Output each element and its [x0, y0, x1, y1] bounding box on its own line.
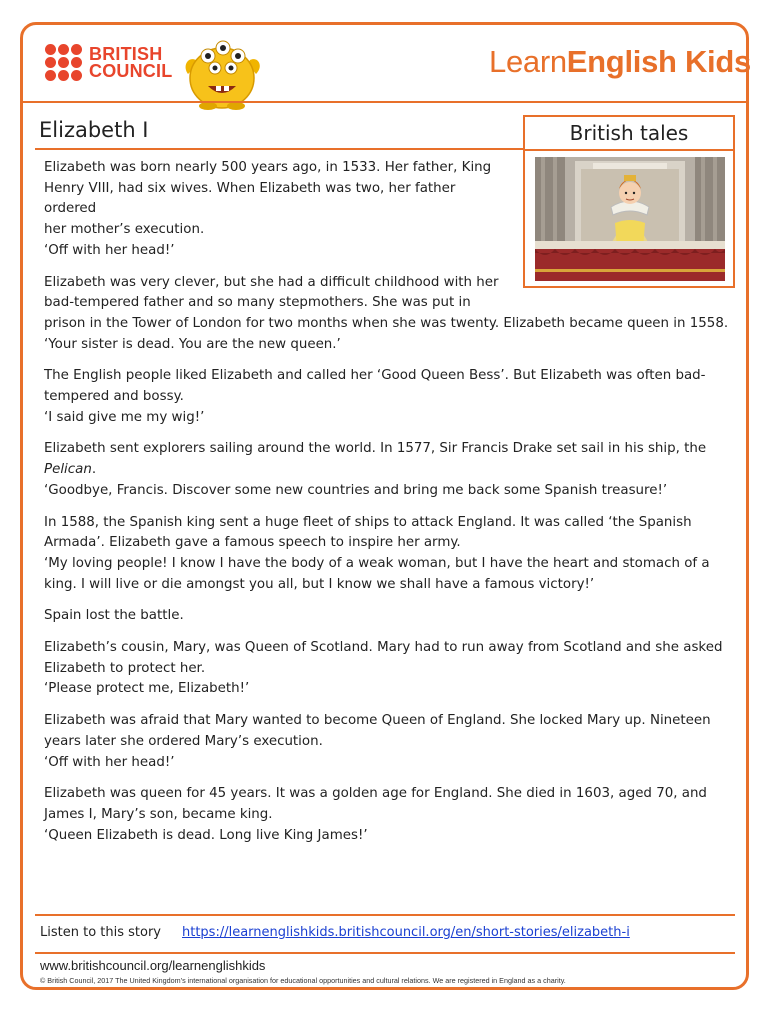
british-council-logo: [45, 44, 172, 81]
text-line: [44, 460, 734, 481]
paragraph-8: [44, 711, 734, 773]
text-line: Henry VIII, had six wives. When Elizabeth was two, her father ordered: [44, 180, 456, 217]
brand-line-1: BRITISH: [89, 43, 163, 64]
brand-line-2: COUNCIL: [89, 60, 173, 81]
story-body: [44, 158, 734, 857]
text-line: Elizabeth’s cousin, Mary, was Queen of Scotland. Mary had to run away from Scotland and she asked: [44, 640, 723, 656]
text-line: ‘Queen Elizabeth is dead. Long live King James!’: [44, 827, 368, 843]
text-line: ‘I said give me my wig!’: [44, 409, 205, 425]
footer-divider-top: [35, 914, 735, 916]
copyright-notice: © British Council, 2017 The United Kingdom’s international organisation for educational opportunities and cultural relations. We are registered in England as a charity.: [40, 976, 566, 985]
paragraph-4: [44, 439, 734, 501]
paragraph-9: [44, 784, 734, 846]
paragraph-5: [44, 513, 734, 596]
text-line: Elizabeth sent explorers sailing around the world. In 1577, Sir Francis Drake set sail in his ship, the: [44, 441, 707, 457]
text-line: Elizabeth was born nearly 500 years ago, in 1533. Her father, King: [44, 160, 492, 175]
page-title: Elizabeth I: [39, 118, 149, 142]
text-line: ‘My loving people! I know I have the body of a weak woman, but I have the heart and stomach of a: [44, 555, 710, 571]
text-line: ‘Goodbye, Francis. Discover some new countries and bring me back some Spanish treasure!’: [44, 482, 668, 498]
text-line: The English people liked Elizabeth and called her ‘Good Queen Bess’. But Elizabeth was often bad-: [44, 368, 706, 384]
listen-story-link[interactable]: https://learnenglishkids.britishcouncil.org/en/short-stories/elizabeth-i: [182, 925, 630, 940]
text-line: ‘Off with her head!’: [44, 242, 175, 258]
category-label: British tales: [523, 115, 735, 151]
text-line: prison in the Tower of London for two months when she was twenty. Elizabeth became queen in 1558.: [44, 315, 729, 331]
ship-name: Pelican: [44, 462, 92, 478]
text-line: Elizabeth to protect her.: [44, 660, 206, 676]
monster-mascot-icon: [178, 34, 266, 110]
ship-name-period: .: [91, 462, 97, 478]
text-line: Elizabeth was queen for 45 years. It was a golden age for England. She died in 1603, aged 70, and: [44, 786, 707, 802]
text-line: James I, Mary’s son, became king.: [44, 806, 273, 822]
text-line: bad-tempered father and so many stepmothers. She was put in: [44, 295, 471, 311]
title-underline: [35, 148, 525, 150]
logo-learn: Learn: [489, 44, 567, 79]
paragraph-1: [44, 158, 506, 262]
paragraph-7: [44, 638, 734, 700]
listen-label: Listen to this story: [40, 925, 161, 940]
paragraph-3: [44, 366, 734, 428]
text-line: years later she ordered Mary’s execution.: [44, 733, 323, 749]
text-line: Armada’. Elizabeth gave a famous speech to inspire her army.: [44, 535, 461, 551]
paragraph-6: [44, 606, 734, 627]
text-line: Elizabeth was very clever, but she had a difficult childhood with her: [44, 274, 499, 290]
text-line: Elizabeth was afraid that Mary wanted to become Queen of England. She locked Mary up. Nineteen: [44, 713, 711, 729]
paragraph-2: [44, 273, 734, 356]
text-line: ‘Please protect me, Elizabeth!’: [44, 681, 250, 697]
text-line: Spain lost the battle.: [44, 608, 184, 624]
header-divider: [22, 101, 747, 103]
site-url: www.britishcouncil.org/learnenglishkids: [40, 958, 266, 973]
learnenglish-kids-logo: [489, 44, 751, 80]
footer-divider-bottom: [35, 952, 735, 954]
logo-dots-icon: [45, 44, 82, 81]
text-line: her mother’s execution.: [44, 222, 205, 238]
text-line: king. I will live or die amongst you all, but I know we shall have a famous victory!’: [44, 576, 595, 592]
text-line: tempered and bossy.: [44, 389, 184, 405]
text-line: ‘Your sister is dead. You are the new queen.’: [44, 336, 341, 352]
text-line: In 1588, the Spanish king sent a huge fleet of ships to attack England. It was called ‘the Spanish: [44, 514, 692, 530]
logo-english-kids: English Kids: [566, 44, 751, 79]
text-line: ‘Off with her head!’: [44, 754, 175, 770]
